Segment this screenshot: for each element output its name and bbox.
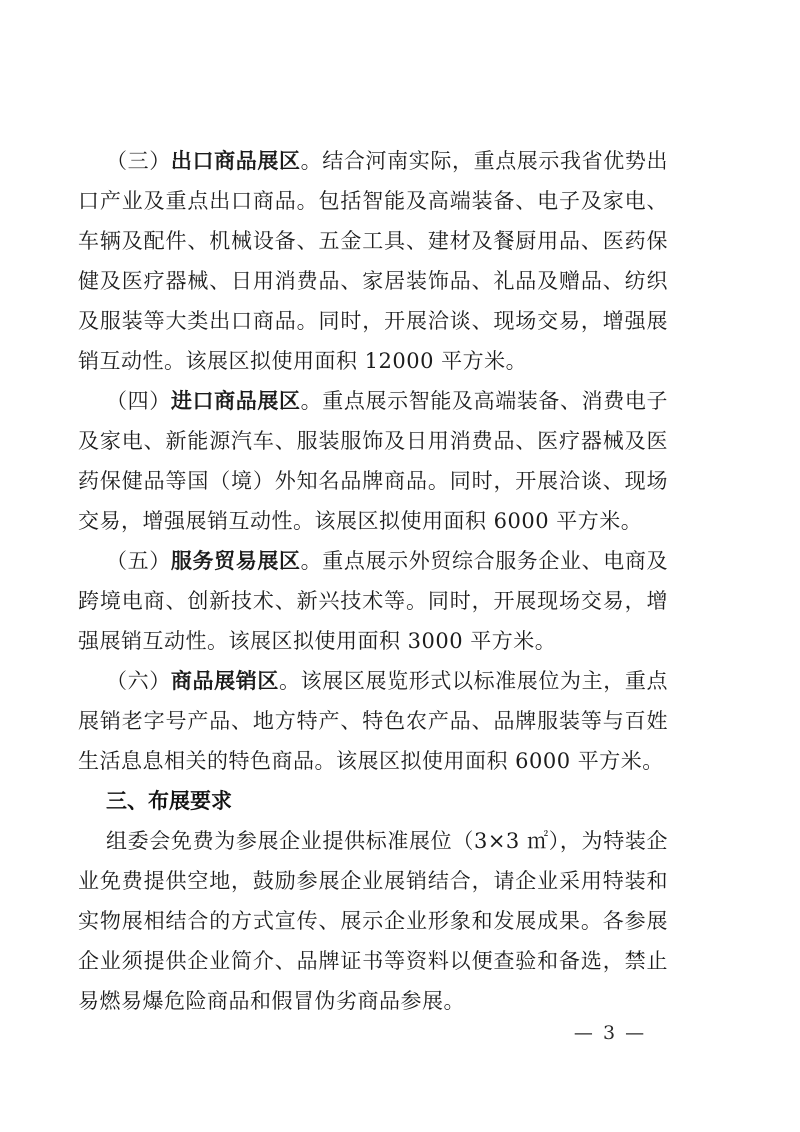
paragraph-text: 。该展区展览形式以标准展位为主，重点展销老字号产品、地方特产、特色农产品、品牌服装等与百姓生活息息相关的特色商品。该展区拟使用面积 6000 平方米。 (78, 669, 669, 773)
zone-title: 商品展销区 (170, 668, 279, 693)
paragraph-import-zone (78, 381, 668, 541)
paragraph-label: （三） (106, 149, 171, 173)
paragraph-text: 。结合河南实际，重点展示我省优势出口产业及重点出口商品。包括智能及高端装备、电子及家电、车辆及配件、机械设备、五金工具、建材及餐厨用品、医药保健及医疗器械、日用消费品、家居装饰品、礼品及赠品、纺织及服装等大类出口商品。同时，开展洽谈、现场交易，增强展销互动性。该展区拟使用面积 12000 平方米。 (78, 149, 669, 373)
paragraph-label: （四） (106, 389, 171, 413)
paragraph-label: （五） (106, 549, 171, 573)
paragraph-export-zone (78, 141, 668, 381)
paragraph-exhibition-sale-zone (78, 661, 668, 781)
paragraph-label: （六） (106, 669, 171, 693)
paragraph-text: 。重点展示智能及高端装备、消费电子及家电、新能源汽车、服装服饰及日用消费品、医疗器械及医药保健品等国（境）外知名品牌商品。同时，开展洽谈、现场交易，增强展销互动性。该展区拟使用面积 6000 平方米。 (78, 389, 669, 533)
paragraph-layout-requirements: 组委会免费为参展企业提供标准展位（3×3 ㎡），为特装企业免费提供空地，鼓励参展企业展销结合，请企业采用特装和实物展相结合的方式宣传、展示企业形象和发展成果。各参展企业须提供企业简介、品牌证书等资料以便查验和备选，禁止易燃易爆危险商品和假冒伪劣商品参展。 (78, 829, 668, 1013)
page-number: — 3 — (573, 1022, 647, 1044)
paragraph-text: 。重点展示外贸综合服务企业、电商及跨境电商、创新技术、新兴技术等。同时，开展现场交易，增强展销互动性。该展区拟使用面积 3000 平方米。 (78, 549, 669, 653)
paragraph-service-trade-zone (78, 541, 668, 661)
document-body (78, 141, 668, 1021)
zone-title: 进口商品展区 (170, 388, 301, 413)
zone-title: 服务贸易展区 (170, 548, 301, 573)
section-heading: 三、布展要求 (106, 789, 232, 813)
zone-title: 出口商品展区 (170, 148, 301, 173)
